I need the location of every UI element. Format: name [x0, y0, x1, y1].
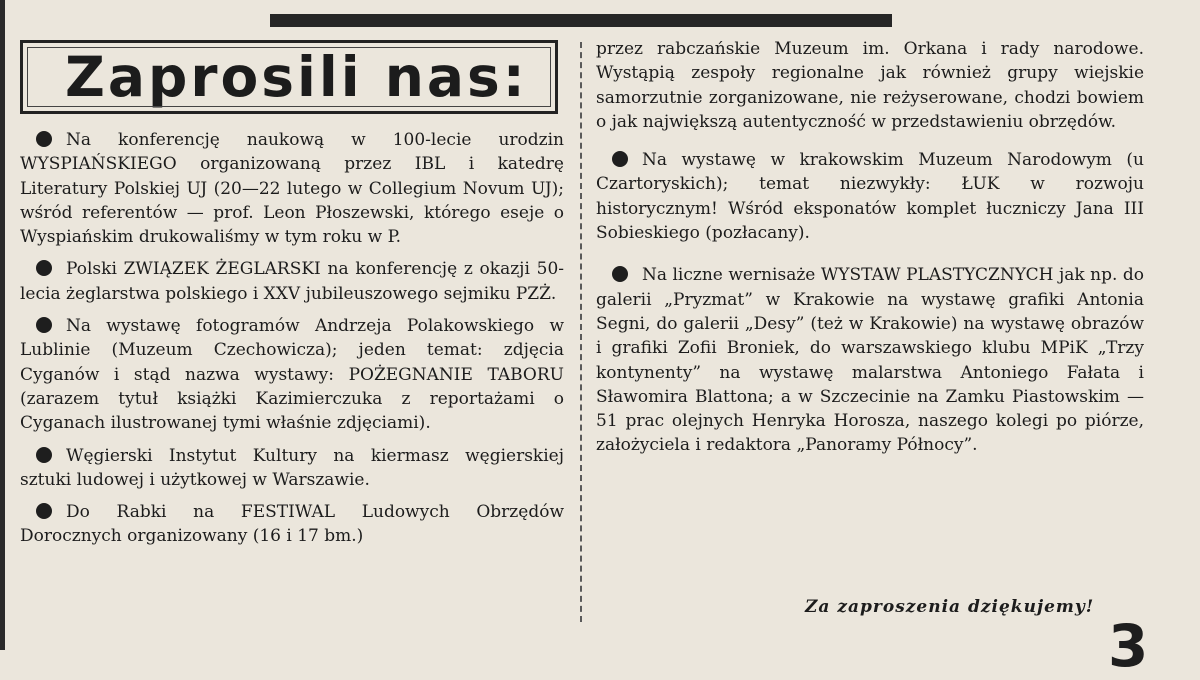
top-rule: [270, 14, 892, 27]
page-number: 3: [1108, 612, 1149, 680]
paragraph-text: Polski ZWIĄZEK ŻEGLARSKI na konferencję z okazji 50-lecia żeglarstwa polskiego i XXV jubileuszowego sejmiku PZŻ.: [20, 259, 564, 304]
paragraph-text: Na wystawę fotogramów Andrzeja Polakowskiego w Lublinie (Muzeum Czechowicza); jeden temat: zdjęcia Cyganów i stąd nazwa wystawy: POŻEGNANIE TABORU (zarazem tytuł książki Kazimierczuka z reportażami o Cyganach ilustrowanej tymi właśnie zdjęciami).: [20, 316, 564, 434]
right-column: [596, 37, 1144, 466]
bullet-icon: [36, 317, 52, 333]
paragraph: [20, 257, 564, 306]
bullet-icon: [612, 151, 628, 167]
bullet-icon: [36, 503, 52, 519]
paragraph: [596, 148, 1144, 245]
paragraph-text: Węgierski Instytut Kultury na kiermasz węgierskiej sztuki ludowej i użytkowej w Warszawie.: [20, 445, 564, 490]
paragraph: [20, 314, 564, 435]
closing-thanks: Za zaproszenia dziękujemy!: [805, 597, 1095, 617]
headline-box: [20, 40, 558, 114]
headline: Zaprosili nas:: [65, 44, 528, 109]
paragraph-text: Na konferencję naukową w 100-lecie urodzin WYSPIAŃSKIEGO organizowaną przez IBL i katedrę Literatury Polskiej UJ (20—22 lutego w Collegium Novum UJ); wśród referentów — prof. Leon Płoszewski, którego eseje o Wyspiańskim drukowaliśmy w tym roku w P.: [20, 130, 564, 248]
left-column: [20, 128, 564, 557]
paragraph: [596, 263, 1144, 457]
paragraph-continuation: przez rabczańskie Muzeum im. Orkana i rady narodowe. Wystąpią zespoły regionalne jak również grupy wiejskie samorzutnie zorganizowane, nie reżyserowane, chodzi bowiem o jak największą autentyczność w przedstawieniu obrzędów.: [596, 39, 1144, 132]
bullet-icon: [36, 447, 52, 463]
bullet-icon: [36, 260, 52, 276]
paragraph: [20, 444, 564, 493]
paragraph-text: Na liczne wernisaże WYSTAW PLASTYCZNYCH jak np. do galerii „Pryzmat” w Krakowie na wystawę grafiki Antonia Segni, do galerii „Desy” (też w Krakowie) na wystawę obrazów i grafiki Zofii Broniek, do warszawskiego klubu MPiK „Trzy kontynenty” na wystawę malarstwa Antoniego Fałata i Sławomira Blattona; a w Szczecinie na Zamku Piastowskim — 51 prac olejnych Henryka Horosza, naszego kolegi po piórze, założyciela i redaktora „Panoramy Północy”.: [596, 265, 1144, 456]
paragraph-text: Na wystawę w krakowskim Muzeum Narodowym (u Czartoryskich); temat niezwykły: ŁUK w rozwoju historycznym! Wśród eksponatów komplet łuczniczy Jana III Sobieskiego (pozłacany).: [596, 150, 1144, 244]
bullet-icon: [612, 266, 628, 282]
paragraph-text: Do Rabki na FESTIWAL Ludowych Obrzędów Dorocznych organizowany (16 i 17 bm.): [20, 502, 564, 547]
bullet-icon: [36, 131, 52, 147]
paragraph: [20, 500, 564, 549]
page-edge-line: [0, 0, 5, 650]
column-divider: [580, 42, 582, 622]
paragraph: [20, 128, 564, 249]
